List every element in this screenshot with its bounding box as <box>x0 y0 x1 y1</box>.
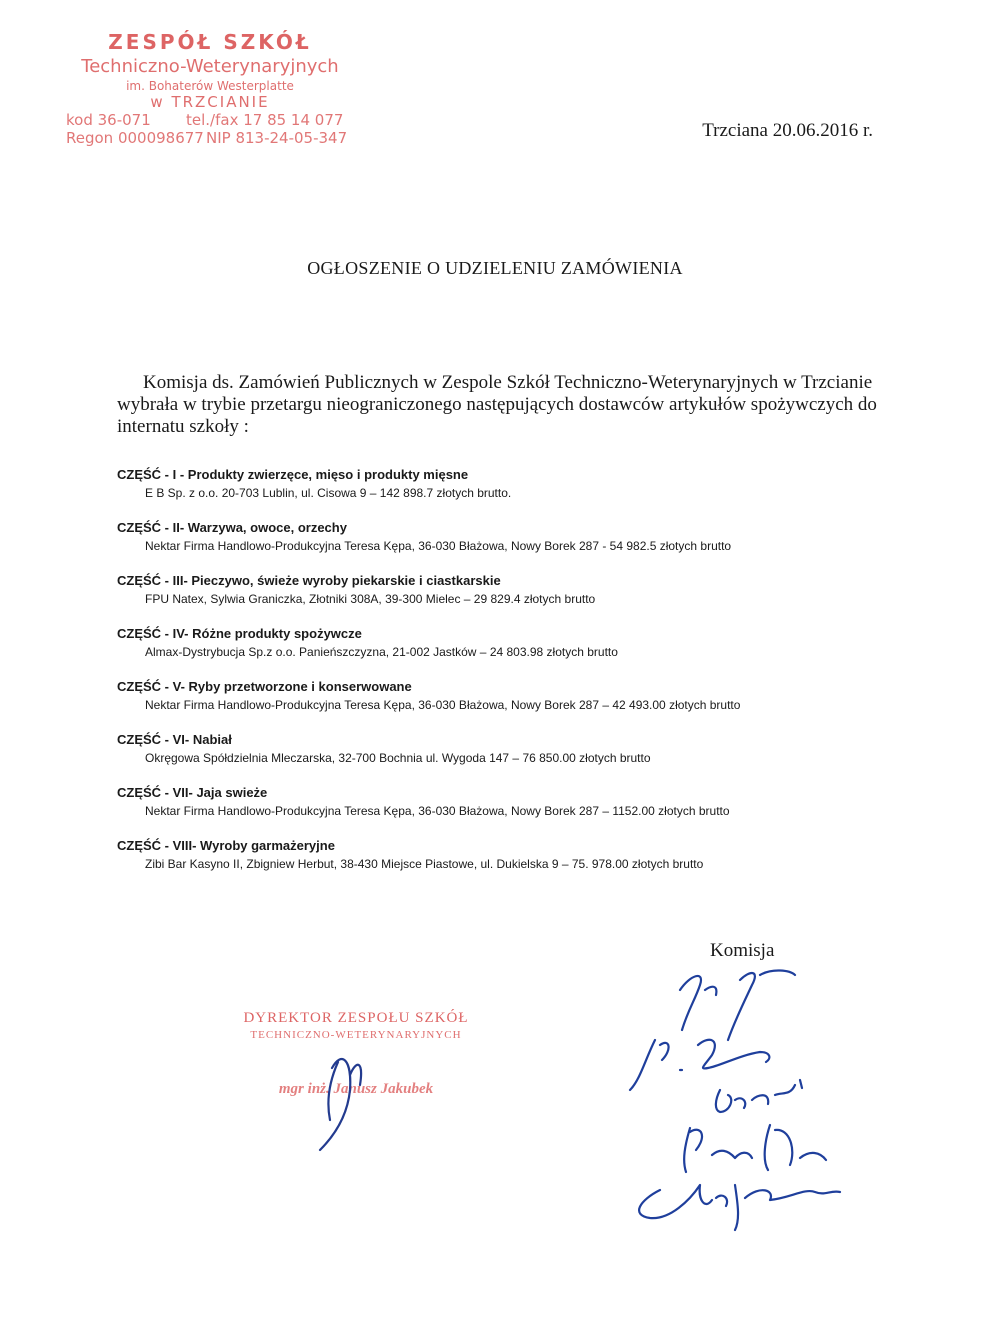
part-heading: CZĘŚĆ - VI- Nabiał <box>117 732 232 747</box>
part-heading: CZĘŚĆ - VIII- Wyroby garmażeryjne <box>117 838 335 853</box>
committee-signature-1 <box>680 970 795 1040</box>
committee-label: Komisja <box>710 940 775 961</box>
part-detail: Nektar Firma Handlowo-Produkcyjna Teresa Kępa, 36-030 Błażowa, Nowy Borek 287 – 1152.00 złotych brutto <box>145 804 730 818</box>
stamp-ids-row <box>60 129 360 147</box>
part-detail: FPU Natex, Sylwia Graniczka, Złotniki 308A, 39-300 Mielec – 29 829.4 złotych brutto <box>145 592 596 606</box>
committee-signature-3 <box>716 1080 802 1112</box>
stamp-postal-code: kod 36-071 <box>66 111 151 129</box>
part-detail: Okręgowa Spółdzielnia Mleczarska, 32-700 Bochnia ul. Wygoda 147 – 76 850.00 złotych brutto <box>145 751 651 765</box>
part-detail: Nektar Firma Handlowo-Produkcyjna Teresa Kępa, 36-030 Błażowa, Nowy Borek 287 - 54 982.5 złotych brutto <box>145 539 732 553</box>
director-stamp <box>236 1010 476 1098</box>
director-title: DYREKTOR ZESPOŁU SZKÓŁ <box>243 1010 469 1026</box>
committee-signature-5 <box>639 1185 840 1230</box>
stamp-school-name: ZESPÓŁ SZKÓŁ <box>108 30 312 54</box>
part-detail: E B Sp. z o.o. 20-703 Lublin, ul. Cisowa 9 – 142 898.7 złotych brutto. <box>145 486 512 500</box>
part-heading: CZĘŚĆ - V- Ryby przetworzone i konserwowane <box>117 679 412 694</box>
part-detail: Zibi Bar Kasyno II, Zbigniew Herbut, 38-430 Miejsce Piastowe, ul. Dukielska 9 – 75. 978.00 złotych brutto <box>145 857 704 871</box>
part-item <box>117 837 937 890</box>
part-heading: CZĘŚĆ - I - Produkty zwierzęce, mięso i produkty mięsne <box>117 467 469 482</box>
part-item <box>117 678 937 731</box>
stamp-school-patron: im. Bohaterów Westerplatte <box>126 79 294 93</box>
director-name: mgr inż. Janusz Jakubek <box>278 1081 434 1097</box>
stamp-contact-row <box>60 111 360 129</box>
stamp-regon: Regon 000098677 <box>66 129 204 147</box>
part-heading: CZĘŚĆ - II- Warzywa, owoce, orzechy <box>117 520 347 535</box>
committee-signature-2 <box>630 1040 769 1090</box>
part-detail: Almax-Dystrybucja Sp.z o.o. Panieńszczyzna, 21-002 Jastków – 24 803.98 złotych brutto <box>145 645 618 659</box>
school-stamp <box>60 30 360 147</box>
part-item <box>117 784 937 837</box>
intro-paragraph: Komisja ds. Zamówień Publicznych w Zespole Szkół Techniczno-Weterynaryjnych w Trzcianie wybrała w trybie przetargu nieograniczonego następujących dostawców artykułów spożywczych do internatu szkoły : <box>117 372 877 437</box>
part-item <box>117 625 937 678</box>
parts-list <box>117 466 937 890</box>
document-title: OGŁOSZENIE O UDZIELENIU ZAMÓWIENIA <box>307 258 683 278</box>
part-item <box>117 572 937 625</box>
committee-signature-4 <box>684 1125 826 1172</box>
part-detail: Nektar Firma Handlowo-Produkcyjna Teresa Kępa, 36-030 Błażowa, Nowy Borek 287 – 42 493.00 złotych brutto <box>145 698 741 712</box>
stamp-phone: tel./fax 17 85 14 077 <box>186 111 344 129</box>
part-heading: CZĘŚĆ - VII- Jaja swieże <box>117 785 268 800</box>
document-date: Trzciana 20.06.2016 r. <box>702 120 873 141</box>
director-school: TECHNICZNO-WETERYNARYJNYCH <box>250 1029 462 1041</box>
part-heading: CZĘŚĆ - IV- Różne produkty spożywcze <box>117 626 362 641</box>
part-item <box>117 731 937 784</box>
part-item <box>117 466 937 519</box>
stamp-nip: NIP 813-24-05-347 <box>206 129 348 147</box>
stamp-school-town: w TRZCIANIE <box>150 93 270 111</box>
stamp-school-type: Techniczno-Weterynaryjnych <box>81 56 339 77</box>
part-item <box>117 519 937 572</box>
part-heading: CZĘŚĆ - III- Pieczywo, świeże wyroby piekarskie i ciastkarskie <box>117 573 501 588</box>
